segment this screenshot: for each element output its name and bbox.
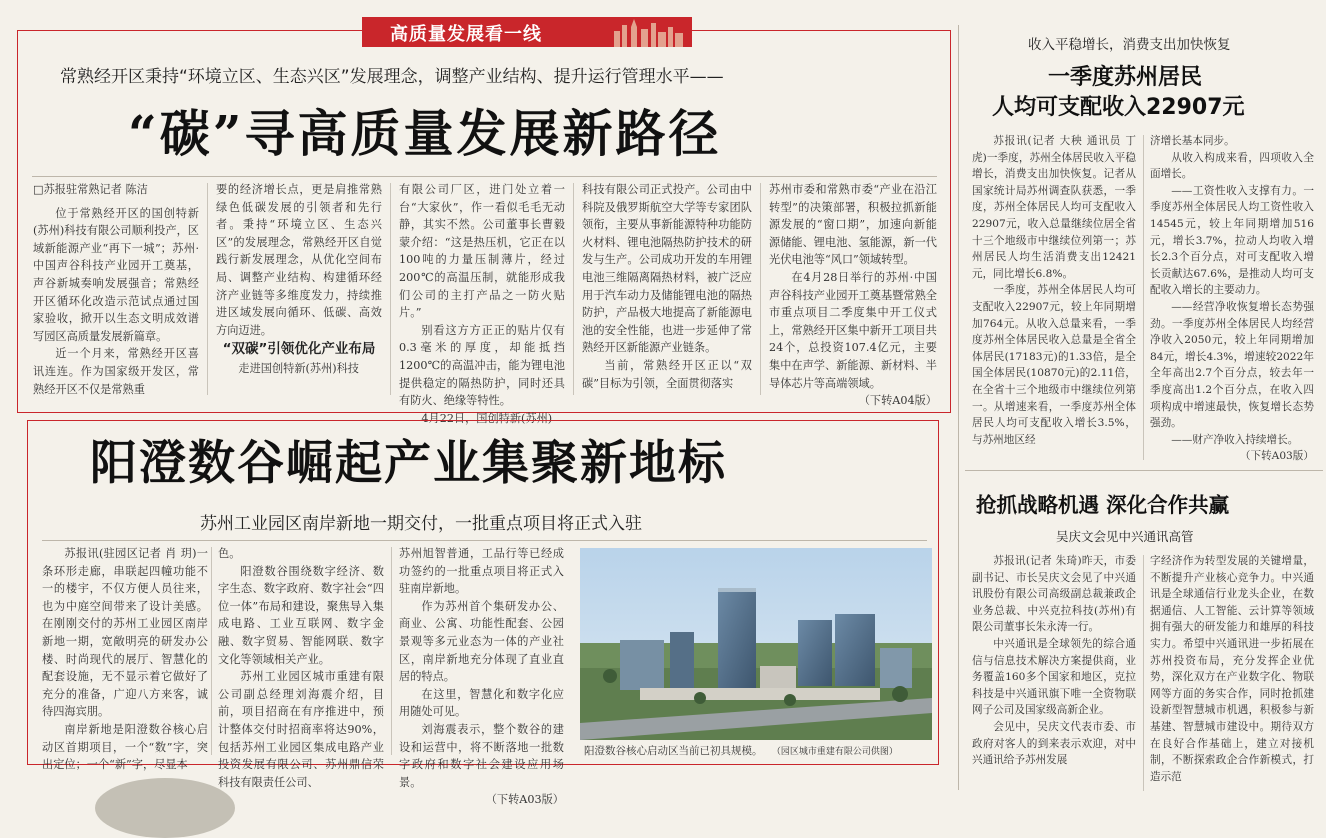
story1-column-2 xyxy=(216,181,382,395)
story1-paragraph: 当前，常熟经开区正以“双碳”目标为引领，全面贯彻落实 xyxy=(582,358,752,390)
story2-column-3 xyxy=(399,545,564,807)
story2-column-2 xyxy=(218,545,384,789)
photo-caption xyxy=(584,743,934,758)
story2-paragraph: 苏报讯(驻园区记者 肖 玥)一条环形走廊，串联起四幢功能不一的楼宇，不仅方便人员往来，也为中庭空间带来了设计美感。在刚刚交付的苏州工业园区南岸新地一期，宽敞明亮的研发办公楼、时尚现代的展厅、智慧化的配套设施，无不显示着它做好了充分的准备，广迎八方来客，诚待四海宾朋。 xyxy=(42,547,208,719)
story2-subtitle: 苏州工业园区南岸新地一期交付，一批重点项目将正式入驻 xyxy=(200,514,642,534)
story1-paragraph: 要的经济增长点，更是肩推常熟绿色低碳发展的引领者和先行者。秉持“环境立区、生态兴区”的发展理念，常熟经开区自觉践行新发展理念，从优化空间布局、调整产业结构、构建循环经济产业链等多维度发力，持续推进区域发展向循环、低碳、高效方向迈进。 xyxy=(216,183,382,337)
story3-paragraph: 从收入构成来看，四项收入全面增长。 xyxy=(1150,151,1314,181)
story1-paragraph: 科技有限公司正式投产。公司由中科院及俄罗斯航空大学等专家团队领衔，主要从事新能源特种功能防火材料、锂电池隔热防护技术的研发与生产。公司成功开发的车用锂电池三维隔离隔热材料，被广泛应用于汽车动力及储能锂电池的隔热防护，产品极大地提高了新能源电池的安全性能，也进一步延伸了常熟经开区新能源产业链条。 xyxy=(582,183,752,355)
story1-kicker: 常熟经开区秉持“环境立区、生态兴区”发展理念，调整产业结构、提升运行管理水平—— xyxy=(60,67,724,87)
banner-label: 高质量发展看一线 xyxy=(390,24,542,45)
story1-byline: □苏报驻常熟记者 陈洁 xyxy=(33,183,148,196)
story2-paragraph: 在这里，智慧化和数字化应用随处可见。 xyxy=(399,687,564,719)
story2-paragraph: 苏州旭智普通，工品行等已经成功签约的一批重点项目将正式入驻南岸新地。 xyxy=(399,547,564,596)
story1-paragraph: 位于常熟经开区的国创特新(苏州)科技有限公司顺利投产，区域新能源产业“再下一城”；苏州·中国声谷科技产业园开工奠基，声谷新城奏响发展强音；常熟经开区循环化改造示范试点通过国家验收，掀开以生态文明成效谱写园区高质量发展新篇章。 xyxy=(33,206,199,343)
story2-paragraph: 阳澄数谷围绕数字经济、数字生态、数字政府、数字社会“四位一体”布局和建设，聚焦导入集成电路、工业互联网、数字金融、数字贸易、智能网联、数字文化等领域相关产业。 xyxy=(218,564,384,666)
decorative-circle xyxy=(95,778,235,838)
story1-column-1 xyxy=(33,181,199,395)
city-skyline-icon xyxy=(608,17,688,47)
caption-text: 阳澄数谷核心启动区当前已初具规模。 xyxy=(584,745,763,757)
story2-headline: 阳澄数谷崛起产业集聚新地标 xyxy=(90,436,727,491)
story1-subheading: “双碳”引领优化产业布局 xyxy=(222,341,376,358)
story1-column-3 xyxy=(399,181,565,425)
story4-subtitle: 吴庆文会见中兴通讯高管 xyxy=(1056,529,1194,544)
story4-paragraph: 苏报讯(记者 朱琦)昨天，市委副书记、市长吴庆文会见了中兴通讯股份有限公司高级副总裁兼政企业务总裁、中兴克拉科技(苏州)有限公司董事长朱永涛一行。 xyxy=(972,555,1136,634)
story2-paragraph: 色。 xyxy=(218,547,241,560)
story1-paragraph: 近一个月来，常熟经开区喜讯连连。作为国家级开发区，常熟经开区不仅是常熟重 xyxy=(33,347,199,396)
story1-column-4 xyxy=(582,181,752,395)
story3-headline-line2: 人均可支配收入22907元 xyxy=(992,95,1245,120)
story4-column-1 xyxy=(972,553,1136,793)
story4-paragraph: 会见中，吴庆文代表市委、市政府对客人的到来表示欢迎，对中兴通讯给予苏州发展 xyxy=(972,720,1136,767)
story2-paragraph: 苏州工业园区城市重建有限公司副总经理刘海震介绍，目前，项目招商在有序推进中，预计整体交付时招商率将达90%，包括苏州工业园区集成电路产业投资发展有限公司、苏州鼎信荣科技有限责任公司、 xyxy=(218,670,384,789)
story3-headline-line1: 一季度苏州居民 xyxy=(1048,65,1203,90)
story1-paragraph: 4月22日，国创特新(苏州) xyxy=(421,411,553,425)
story1-paragraph: 在4月28日举行的苏州·中国声谷科技产业园开工奠基暨常熟全市重点项目二季度集中开工仪式上，常熟经开区集中新开工项目共24个，总投资107.4亿元，主要集中在声学、新能源、新材料、半导体芯片等高端领域。 xyxy=(769,270,937,390)
story4-column-2 xyxy=(1150,553,1314,793)
story1-paragraph: 走进国创特新(苏州)科技 xyxy=(238,362,359,376)
story2-paragraph: 刘海震表示，整个数谷的建设和运营中，将不断落地一批数字政府和数字社会建设应用场景。 xyxy=(399,722,564,789)
photo-credit: （园区城市重建有限公司供图） xyxy=(771,747,898,757)
story2-photo xyxy=(580,548,932,740)
story2-paragraph: 南岸新地是阳澄数谷核心启动区首期项目，一个“数”字，突出定位；一个“新”字，尽显本 xyxy=(42,722,208,772)
story3-kicker: 收入平稳增长，消费支出加快恢复 xyxy=(1028,37,1231,53)
story2-continued: （下转A03版） xyxy=(485,793,564,807)
story3-column-1 xyxy=(972,133,1136,463)
story4-paragraph: 中兴通讯是全球领先的综合通信与信息技术解决方案提供商，业务覆盖160多个国家和地区，克拉科技是中兴通讯旗下唯一全资物联网子公司及国家级高新企业。 xyxy=(972,637,1136,717)
story4-headline: 抢抓战略机遇 深化合作共赢 xyxy=(976,493,1230,517)
story3-paragraph: ——财产净收入持续增长。 xyxy=(1171,433,1299,446)
story1-column-5 xyxy=(769,181,937,408)
story3-paragraph: ——工资性收入支撑有力。一季度苏州全体居民人均工资性收入14545元，较上年同期增加516元，增长3.7%，拉动人均收入增长2.3个百分点，对可支配收入增长贡献达67.6%，是推动人均可支配收入增长的主要动力。 xyxy=(1150,184,1314,297)
story2-paragraph: 作为苏州首个集研发办公、商业、公寓、功能性配套、公园景观等多元业态为一体的产业社区，南岸新地充分体现了直业直居的特点。 xyxy=(399,599,564,684)
story1-paragraph: 有限公司厂区，进门处立着一台“大家伙”，作一看似毛毛无动静，其实不然。公司董事长曹毅蒙介绍：“这是热压机，它正在以100吨的力量压制薄片，经过200℃的高温压制，就能形成我们公司的主打产品之一防火贴片。” xyxy=(399,183,565,320)
story2-column-1 xyxy=(42,545,208,772)
story3-paragraph: 济增长基本同步。 xyxy=(1150,135,1235,147)
story1-paragraph: 苏州市委和常熟市委“产业在沿江转型”的决策部署，积极拉抓新能源发展的“窗口期”，加速向新能源储能、锂电池、氢能源，新一代光伏电池等“风口”领域转型。 xyxy=(769,183,937,267)
story4-paragraph: 字经济作为转型发展的关键增量，不断提升产业核心竞争力。中兴通讯是全球通信行业龙头企业，在数据通信、人工智能、云计算等领域拥有强大的研发能力和雄厚的科技实力。希望中兴通讯进一步拓展在苏州投资布局，充分发挥企业优势，深化双方在产业数字化、物联网等方面的务实合作，同时抢抓建设新型智慧城市机遇，积极参与新基建、智慧城市建设中。期待双方在良好合作基础上，建立对接机制，不断探索政企合作新模式，打造示范 xyxy=(1150,555,1314,783)
column-banner xyxy=(362,17,692,47)
story3-paragraph: 苏报讯(记者 大秧 通讯员 丁虎)一季度，苏州全体居民收入平稳增长，消费支出加快恢复。记者从国家统计局苏州调查队获悉，一季度，苏州全体居民人均可支配收入22907元，收入总量继续位居全省十三个地级市中继续位列第一；苏州居民人均生活消费支出12421元，同比增长6.8%。 xyxy=(972,135,1136,280)
story1-continued: （下转A04版） xyxy=(858,394,937,408)
story1-paragraph: 别看这方方正正的贴片仅有0.3毫米的厚度，却能抵挡1200℃的高温冲击，能为锂电池提供稳定的隔热防护，同时还具有防火、绝缘等特性。 xyxy=(399,323,565,408)
story3-paragraph: 一季度，苏州全体居民人均可支配收入22907元，较上年同期增加764元。从收入总量来看，一季度苏州全体居民收入总量是全省全体居民(17183元)的1.33倍，是全国全体居民(10870元)的2.11倍，在全省十三个地级市中继续位列第一。从增速来看，一季度苏州全体居民人均可支配收入增长3.5%，与苏州地区经 xyxy=(972,284,1136,446)
story3-continued: （下转A03版） xyxy=(1239,450,1314,463)
story3-column-2 xyxy=(1150,133,1314,463)
aerial-photo-illustration xyxy=(580,548,932,740)
story1-headline: “碳”寻高质量发展新路径 xyxy=(128,104,722,163)
story3-paragraph: ——经营净收恢复增长态势强劲。一季度苏州全体居民人均经营净收入2050元，较上年同期增加84元，增长4.3%，增速较2022年全年高出2.7个百分点，较去年一季度高出1.2个百分点，在收入四项构成中增速最快，恢复增长态势强劲。 xyxy=(1150,300,1314,430)
